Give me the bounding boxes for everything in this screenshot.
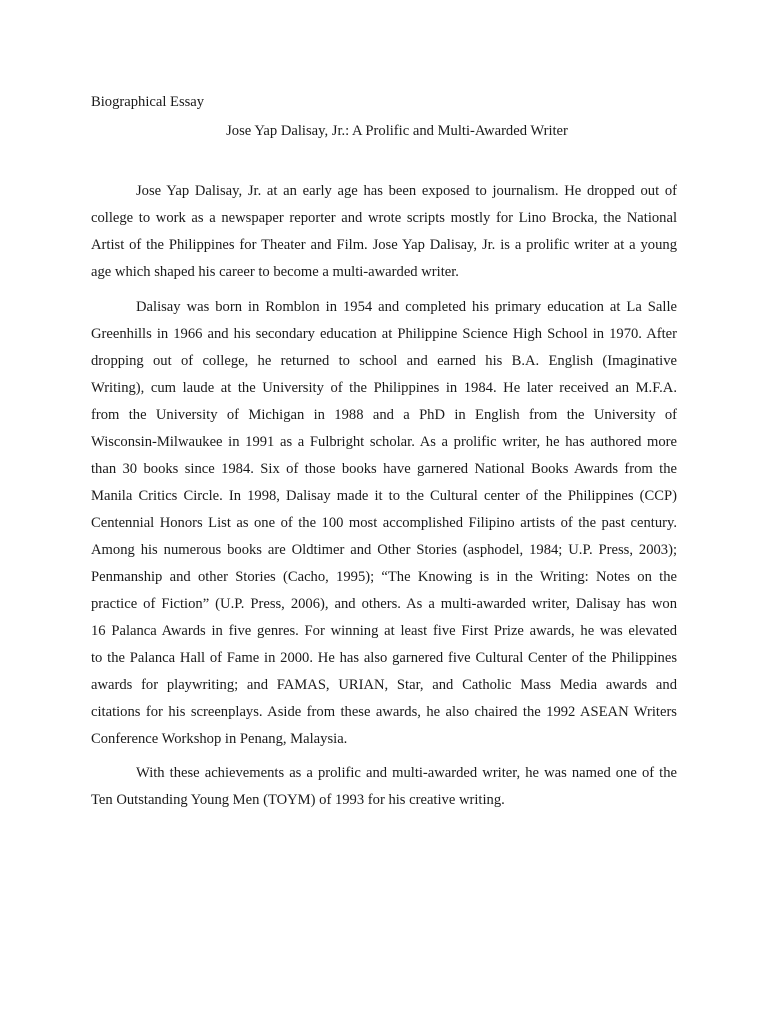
paragraph-line: age which shaped his career to become a multi-awarded writer.: [91, 264, 459, 280]
paragraph-line: Wisconsin-Milwaukee in 1991 as a Fulbright scholar. As a prolific writer, he has authored more: [91, 434, 677, 450]
paragraph-2: [91, 294, 677, 753]
paragraph-line: 16 Palanca Awards in five genres. For winning at least five First Prize awards, he was elevated: [91, 623, 677, 639]
paragraph-line: Centennial Honors List as one of the 100 most accomplished Filipino artists of the past century.: [91, 515, 677, 531]
essay-title: Jose Yap Dalisay, Jr.: A Prolific and Multi-Awarded Writer: [226, 123, 568, 139]
essay-type-label: Biographical Essay: [91, 94, 205, 110]
paragraph-line: citations for his screenplays. Aside from these awards, he also chaired the 1992 ASEAN Writers: [91, 704, 677, 720]
paragraph-line: to the Palanca Hall of Fame in 2000. He has also garnered five Cultural Center of the Philippines: [91, 650, 677, 666]
paragraph-line: awards for playwriting; and FAMAS, URIAN, Star, and Catholic Mass Media awards and: [91, 677, 677, 693]
paragraph-3: [91, 760, 677, 814]
paragraph-line: Ten Outstanding Young Men (TOYM) of 1993 for his creative writing.: [91, 792, 505, 808]
paragraph-line: With these achievements as a prolific and multi-awarded writer, he was named one of the: [136, 765, 677, 781]
paragraph-line: Jose Yap Dalisay, Jr. at an early age has been exposed to journalism. He dropped out of: [136, 183, 677, 199]
paragraph-line: college to work as a newspaper reporter and wrote scripts mostly for Lino Brocka, the National: [91, 210, 677, 226]
paragraph-line: Manila Critics Circle. In 1998, Dalisay made it to the Cultural center of the Philippines (CCP): [91, 488, 677, 504]
paragraph-line: Writing), cum laude at the University of the Philippines in 1984. He later received an M.F.A.: [91, 380, 677, 396]
paragraph-line: Penmanship and other Stories (Cacho, 1995); “The Knowing is in the Writing: Notes on the: [91, 569, 677, 585]
paragraph-1: [91, 178, 677, 286]
paragraph-line: Greenhills in 1966 and his secondary education at Philippine Science High School in 1970. After: [91, 326, 677, 342]
paragraph-line: Conference Workshop in Penang, Malaysia.: [91, 731, 348, 747]
paragraph-line: Among his numerous books are Oldtimer and Other Stories (asphodel, 1984; U.P. Press, 2003);: [91, 542, 677, 558]
paragraph-line: from the University of Michigan in 1988 and a PhD in English from the University of: [91, 407, 677, 423]
paragraph-line: than 30 books since 1984. Six of those books have garnered National Books Awards from the: [91, 461, 677, 477]
paragraph-line: practice of Fiction” (U.P. Press, 2006), and others. As a multi-awarded writer, Dalisay has won: [91, 596, 677, 612]
paragraph-line: Artist of the Philippines for Theater and Film. Jose Yap Dalisay, Jr. is a prolific writer at a young: [91, 237, 677, 253]
paragraph-line: Dalisay was born in Romblon in 1954 and completed his primary education at La Salle: [136, 299, 677, 315]
paragraph-line: dropping out of college, he returned to school and earned his B.A. English (Imaginative: [91, 353, 677, 369]
